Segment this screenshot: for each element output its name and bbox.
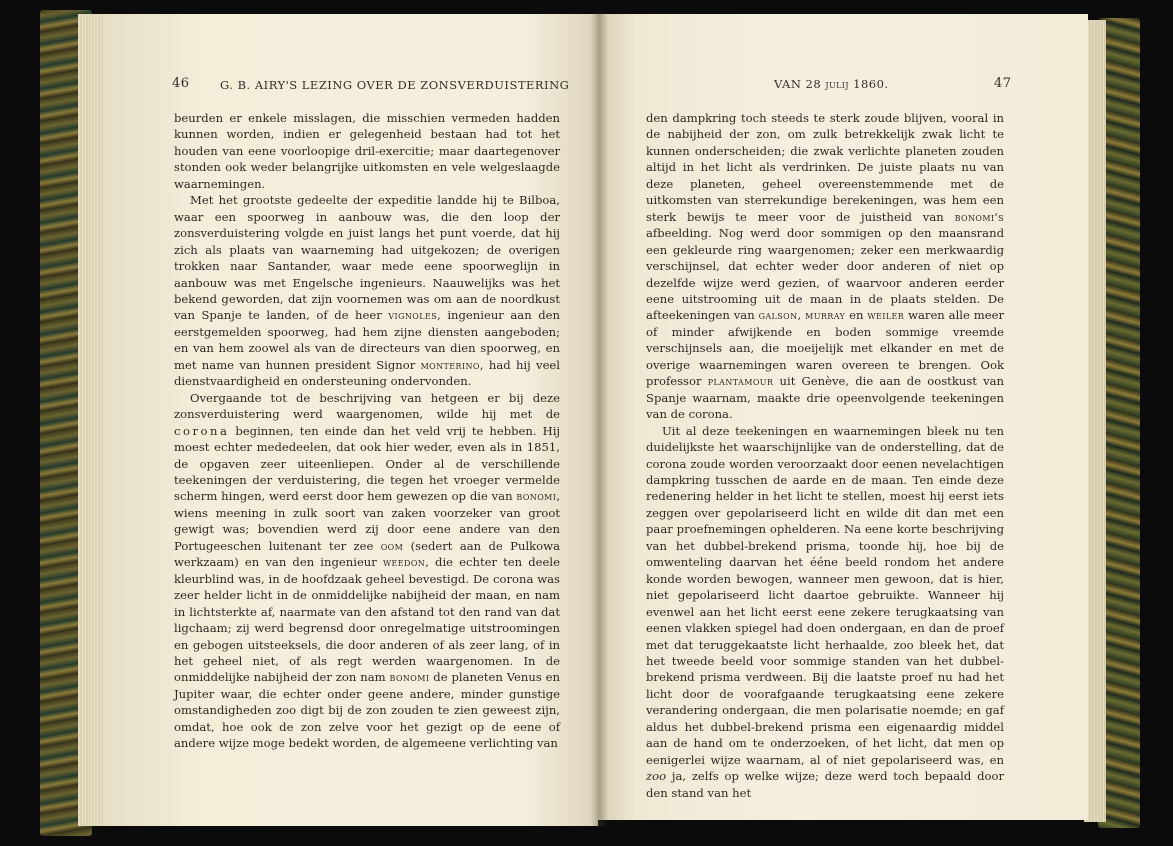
- paragraph: [174, 110, 560, 192]
- text-run: de planeten Venus en Jupiter waar, die echter onder geene andere, minder gunstige omstandigheden zoo digt bij de zon zouden te zien geweest zijn, omdat, hoe ook de zon zelve voor het gezigt op de eene of andere wijze moge bedekt worden, de algemeene verlichting van: [174, 670, 560, 751]
- text-run: murray: [805, 308, 846, 323]
- text-run: , die echter ten deele kleurblind was, in de hoofdzaak geheel bevestigd. De corona was zeer helder licht in de onmiddelijke nabijheid der maan, en nam in lichtsterkte af, naarmate van den afstand tot den rand van dat ligchaam; zij werd begrensd door onregelmatige uitstroomingen en gebogen uitsteeksels, die door anderen of als zeer lang, of in het geheel niet, of als regt werden waargenomen. In de onmiddelijke nabijheid der zon nam: [174, 555, 560, 685]
- running-head-month: julij: [825, 77, 849, 91]
- text-run: vignoles: [388, 308, 438, 323]
- text-run: weedon: [382, 555, 426, 570]
- text-run: waren alle meer of minder afwijkende en boden sommige vreemde verschijnsels aan, die moeijelijk met elkander en met de overige waarnemingen waren overeen te brengen. Ook professor: [646, 308, 1005, 389]
- book-gutter: [590, 14, 608, 826]
- left-page-number: 46: [172, 76, 190, 91]
- paragraph: [646, 423, 1004, 801]
- left-running-head: G. B. AIRY'S LEZING OVER DE ZONSVERDUISTERING: [220, 78, 570, 92]
- paragraph: [646, 110, 1004, 423]
- right-page-body: [646, 110, 1004, 801]
- text-run: afbeelding. Nog werd door sommigen op den maansrand een gekleurde ring waargenomen; zeker een merkwaardig verschijnsel, dat echter weder door anderen of niet op dezelfde wijze werd gezien, of waarvoor anderen eerder eene uitstrooming uit de maan in de plaats stelden. De afteekeningen van: [646, 226, 1004, 323]
- running-head-prefix: VAN 28: [774, 77, 826, 91]
- text-run: bonomi: [389, 670, 430, 685]
- text-run: bonomi's: [954, 209, 1004, 224]
- text-run: ,: [797, 308, 806, 323]
- text-run: den dampkring toch steeds te sterk zoude blijven, vooral in de nabijheid der zon, om zulk betrekkelijk zwak licht te kunnen onderscheiden; die zwak verlichte planeten zouden altijd in het licht als verdrinken. De juiste plaats nu van deze planeten, geheel overeenstemmende met de uitkomsten van sterrekundige berekeningen, was hem een sterk bewijs te meer voor de juistheid van: [646, 111, 1004, 224]
- text-run: beurden er enkele misslagen, die misschien vermeden hadden kunnen worden, indien er gelegenheid bestaan had tot het houden van eene voorloopige dril-exercitie; maar daartegenover stonden ook weder belangrijke uitkomsten en vele welgeslaagde waarnemingen.: [174, 111, 560, 191]
- right-page: [598, 14, 1088, 820]
- text-run: uit Genève, die aan de oostkust van Spanje waarnam, maakte drie opeenvolgende teekeningen van de corona.: [646, 374, 1005, 422]
- text-run: (sedert aan de Pulkowa werkzaam) en van den ingenieur: [174, 538, 560, 570]
- running-head-suffix: 1860.: [848, 77, 889, 91]
- text-run: galson: [758, 308, 798, 323]
- right-page-number: 47: [994, 76, 1012, 91]
- paragraph: [174, 192, 560, 389]
- text-run: oom: [380, 538, 404, 553]
- text-run: plantamour: [707, 374, 774, 389]
- paragraph: [174, 390, 560, 752]
- text-run: bonomi: [516, 489, 557, 504]
- text-run: zoo: [646, 769, 667, 784]
- text-run: , wiens meening in zulk soort van zaken voorzeker van groot gewigt was; bovendien werd zij door eene andere van den Portugeeschen luitenant ter zee: [174, 489, 560, 553]
- text-run: en: [845, 308, 868, 323]
- right-running-head: [774, 77, 889, 91]
- text-run: beginnen, ten einde dan het veld vrij te hebben. Hij moest echter mededeelen, dat ook hier weder, even als in 1851, de opgaven zeer uiteenliepen. Onder al de verschillende teekeningen der verduistering, die tegen het vroeger vermelde scherm hingen, werd eerst door hem gewezen op die van: [174, 423, 560, 504]
- left-page: [104, 14, 598, 826]
- text-run: Uit al deze teekeningen en waarnemingen bleek nu ten duidelijkste het waarschijnlijke van de onderstelling, dat de corona zoude worden veroorzaakt door eenen nevelachtigen dampkring tusschen de aarde en de maan. Ten einde deze redenering helder in het licht te stellen, moest hij eerst iets zeggen over gepolariseerd licht en wilde dit dan met een paar proefnemingen ophelderen. Na eene korte beschrijving van het dubbel-brekend prisma, toonde hij, hoe bij de omwenteling daarvan het ééne beeld rondom het andere konde worden bewogen, wanneer men gewoon, dat is hier, niet gepolariseerd licht daartoe gebruikte. Wanneer hij evenwel aan het licht eerst eene zekere terugkaatsing van eenen vlakken spiegel had doen ondergaan, en dan de proef met dat teruggekaatste licht herhaalde, zoo bleek het, dat het tweede beeld voor sommige standen van het dubbel-brekend prisma verdween. Bij die laatste proef nu had het licht door de voorafgaande terugkaatsing eene zekere verandering ondergaan, die men polarisatie noemde; en gaf aldus het dubbel-brekend prisma een eigenaardig middel aan de hand om te onderzoeken, of het licht, dat men op eenigerlei wijze waarnam, al of niet gepolariseerd was, en: [646, 423, 1004, 767]
- text-run: weiler: [867, 308, 905, 323]
- text-run: , had hij veel dienstvaardigheid en ondersteuning ondervonden.: [174, 357, 560, 389]
- text-run: Met het grootste gedeelte der expeditie landde hij te Bilboa, waar een spoorweg in aanbouw was, die den loop der zonsverduistering volgde en juist langs het punt voerde, dat hij zich als plaats van waarneming had uitgekozen; de overigen trokken naar Santander, waar mede eene spoorweglijn in aanbouw was met Engelsche ingenieurs. Naauwelijks was het bekend geworden, dat zijn voornemen was om aan de noordkust van Spanje te landen, of de heer: [174, 193, 560, 323]
- text-run: ja, zelfs op welke wijze; deze werd toch bepaald door den stand van het: [646, 769, 1004, 800]
- left-page-body: [174, 110, 560, 752]
- text-run: corona: [174, 423, 230, 438]
- text-run: Overgaande tot de beschrijving van hetgeen er bij deze zonsverduistering werd waargenomen, wilde hij met de: [174, 390, 560, 422]
- text-run: monterino: [420, 357, 480, 372]
- text-run: , ingenieur aan den eerstgemelden spoorweg, had hem zijne diensten aangeboden; en van hem zoowel als van de directeurs van dien spoorweg, en met name van hunnen president Signor: [174, 308, 560, 372]
